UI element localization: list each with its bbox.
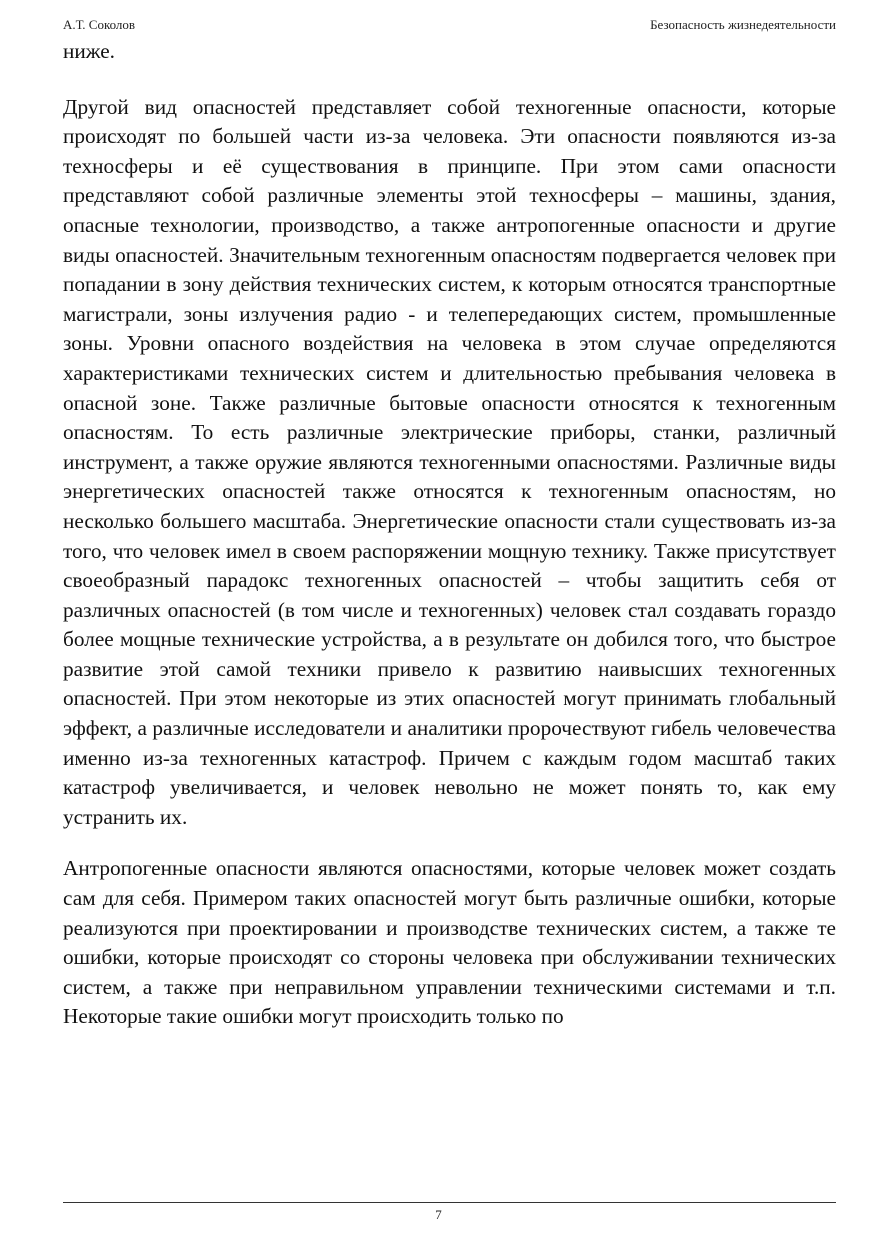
paragraph-continuation: ниже. (63, 39, 116, 63)
footer-divider (63, 1202, 836, 1203)
running-header (63, 16, 836, 34)
header-author: А.Т. Соколов (63, 17, 136, 32)
page-body (63, 37, 836, 1054)
page-number: 7 (435, 1207, 442, 1222)
header-book-title: Безопасность жизнедеятельности (650, 17, 836, 32)
paragraph-technogenic-hazards: Другой вид опасностей представляет собой техногенные опасности, которые происходят по большей части из-за человека. Эти опасности появляются из-за техносферы и её существования в принципе. При этом сами опасности представляют собой различные элементы этой техносферы – машины, здания, опасные технологии, производство, а также антропогенные опасности и другие виды опасностей. Значительным техногенным опасностям подвергается человек при попадании в зону действия технических систем, к которым относятся транспортные магистрали, зоны излучения радио - и телепередающих систем, промышленные зоны. Уровни опасного воздействия на человека в этом случае определяются характеристиками технических систем и длительностью пребывания человека в опасной зоне. Также различные бытовые опасности относятся к техногенным опасностям. То есть различные электрические приборы, станки, различный инструмент, а также оружие являются техногенными опасностями. Различные виды энергетических опасностей также относятся к техногенным опасностям, но несколько большего масштаба. Энергетические опасности стали существовать из-за того, что человек имел в своем распоряжении мощную технику. Также присутствует своеобразный парадокс техногенных опасностей – чтобы защитить себя от различных опасностей (в том числе и техногенных) человек стал создавать гораздо более мощные технические устройства, а в результате он добился того, что быстрое развитие этой самой техники привело к развитию наивысших техногенных опасностей. При этом некоторые из этих опасностей могут принимать глобальный эффект, а различные исследователи и аналитики пророчествуют гибель человечества именно из-за техногенных катастроф. Причем с каждым годом масштаб таких катастроф увеличивается, и человек невольно не может понять то, как ему устранить их. (63, 94, 836, 829)
paragraph-anthropogenic-hazards: Антропогенные опасности являются опасностями, которые человек может создать сам для себя. Примером таких опасностей могут быть различные ошибки, которые реализуются при проектировании и производстве технических систем, а также те ошибки, которые происходят со стороны человека при обслуживании технических систем, а также при неправильном управлении техническими системами и т.п. Некоторые такие ошибки могут происходить только по (63, 856, 836, 1029)
